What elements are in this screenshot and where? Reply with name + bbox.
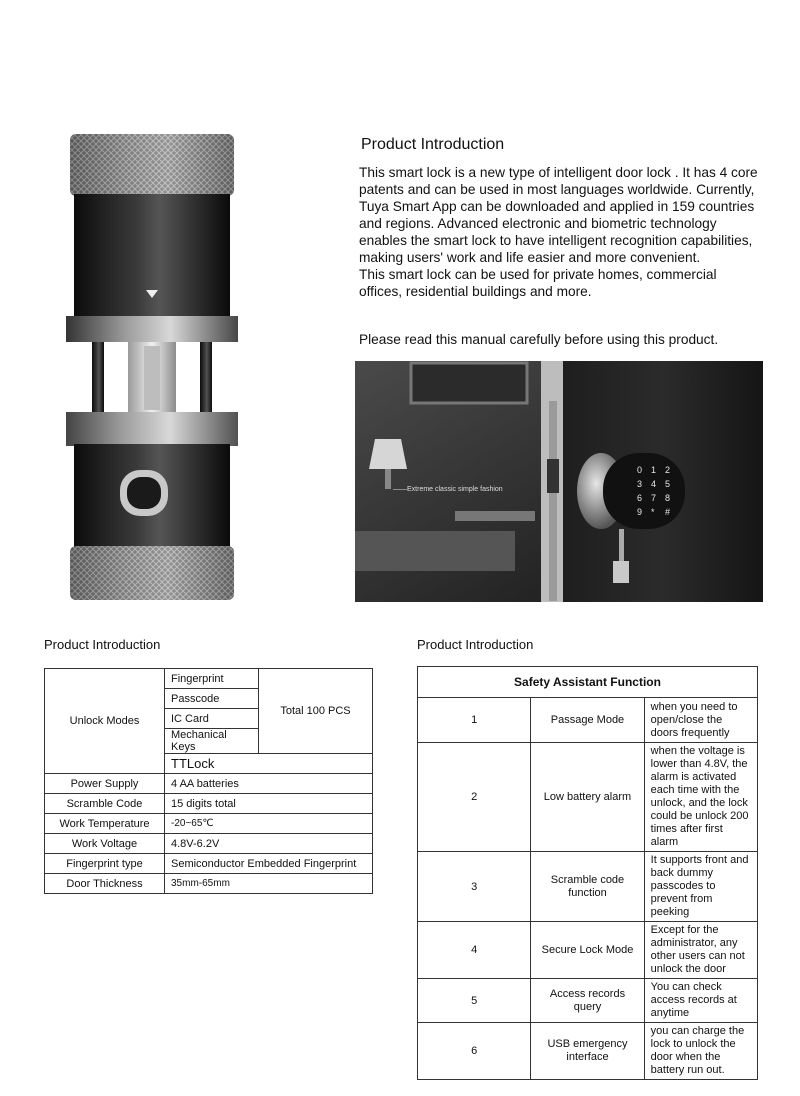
spec-value: Semiconductor Embedded Fingerprint xyxy=(165,854,373,874)
unlock-mode: TTLock xyxy=(165,754,373,774)
keypad-digit: 9 xyxy=(637,507,643,517)
table-row xyxy=(418,922,758,979)
unlock-mode: Passcode xyxy=(165,689,259,709)
row-number: 5 xyxy=(418,979,531,1023)
row-number: 6 xyxy=(418,1023,531,1080)
function-name: Secure Lock Mode xyxy=(531,922,644,979)
spec-label: Power Supply xyxy=(45,774,165,794)
keypad-digit: 6 xyxy=(637,493,643,503)
function-name: Low battery alarm xyxy=(531,743,644,852)
spec-label: Door Thickness xyxy=(45,874,165,894)
spec-value: -20~65℃ xyxy=(165,814,373,834)
lock-product-image xyxy=(66,132,238,602)
table-row xyxy=(418,852,758,922)
keypad-digit: 4 xyxy=(651,479,657,489)
keypad-digit: 3 xyxy=(637,479,643,489)
spec-table xyxy=(44,668,373,894)
keypad-digit: 7 xyxy=(651,493,657,503)
table-row xyxy=(418,979,758,1023)
keypad-digit: 0 xyxy=(637,465,643,475)
spec-section-title: Product Introduction xyxy=(44,637,161,652)
function-desc: when you need to open/close the doors frequently xyxy=(644,698,757,743)
keypad-digit: # xyxy=(665,507,671,517)
intro-body xyxy=(359,164,759,300)
spec-label: Scramble Code xyxy=(45,794,165,814)
function-name: Passage Mode xyxy=(531,698,644,743)
spec-label: Work Voltage xyxy=(45,834,165,854)
function-name: Scramble code function xyxy=(531,852,644,922)
spec-value: 35mm-65mm xyxy=(165,874,373,894)
spec-label: Fingerprint type xyxy=(45,854,165,874)
unlock-mode: IC Card xyxy=(165,709,259,729)
table-row xyxy=(45,774,373,794)
keypad-digit: 8 xyxy=(665,493,671,503)
function-desc: It supports front and back dummy passcodes to prevent from peeking xyxy=(644,852,757,922)
function-desc: you can charge the lock to unlock the door when the battery run out. xyxy=(644,1023,757,1080)
table-row xyxy=(45,814,373,834)
total-pcs: Total 100 PCS xyxy=(259,669,373,754)
spec-value: 4 AA batteries xyxy=(165,774,373,794)
intro-paragraph: This smart lock can be used for private homes, commercial offices, residential buildings and more. xyxy=(359,267,717,299)
spec-label: Work Temperature xyxy=(45,814,165,834)
row-number: 1 xyxy=(418,698,531,743)
function-desc: You can check access records at anytime xyxy=(644,979,757,1023)
safety-header: Safety Assistant Function xyxy=(418,667,758,698)
table-header-row xyxy=(418,667,758,698)
intro-title: Product Introduction xyxy=(361,136,505,153)
table-row xyxy=(418,1023,758,1080)
photo-caption: ——Extreme classic simple fashion xyxy=(393,486,503,493)
table-row xyxy=(418,698,758,743)
row-number: 4 xyxy=(418,922,531,979)
photo-illustration xyxy=(355,361,763,602)
keypad-digit: 5 xyxy=(665,479,671,489)
function-name: USB emergency interface xyxy=(531,1023,644,1080)
unlock-mode: Mechanical Keys xyxy=(165,729,259,754)
table-row xyxy=(45,834,373,854)
safety-section-title: Product Introduction xyxy=(417,637,534,652)
spec-value: 4.8V-6.2V xyxy=(165,834,373,854)
table-row xyxy=(45,669,373,689)
door-lock-photo xyxy=(355,361,763,602)
row-number: 2 xyxy=(418,743,531,852)
table-row xyxy=(45,854,373,874)
function-name: Access records query xyxy=(531,979,644,1023)
table-row xyxy=(45,874,373,894)
function-desc: when the voltage is lower than 4.8V, the alarm is activated each time with the unlock, and the lock could be unlock 200 times after first alarm xyxy=(644,743,757,852)
keypad-digit: * xyxy=(651,507,655,517)
keypad-digit: 2 xyxy=(665,465,671,475)
row-number: 3 xyxy=(418,852,531,922)
table-row xyxy=(418,743,758,852)
keypad-digit: 1 xyxy=(651,465,657,475)
function-desc: Except for the administrator, any other users can not unlock the door xyxy=(644,922,757,979)
table-row xyxy=(45,794,373,814)
unlock-mode: Fingerprint xyxy=(165,669,259,689)
intro-note: Please read this manual carefully before using this product. xyxy=(359,332,719,347)
spec-value: 15 digits total xyxy=(165,794,373,814)
unlock-modes-label: Unlock Modes xyxy=(45,669,165,774)
safety-table xyxy=(417,666,758,1080)
intro-paragraph: This smart lock is a new type of intelligent door lock . It has 4 core patents and can be used in most languages worldwide. Currently, Tuya Smart App can be downloaded and applied in 159 countries and regions. Advanced electronic and biometric technology enables the smart lock to have intelligent recognition capabilities, making users' work and life easier and more convenient. xyxy=(359,165,758,265)
